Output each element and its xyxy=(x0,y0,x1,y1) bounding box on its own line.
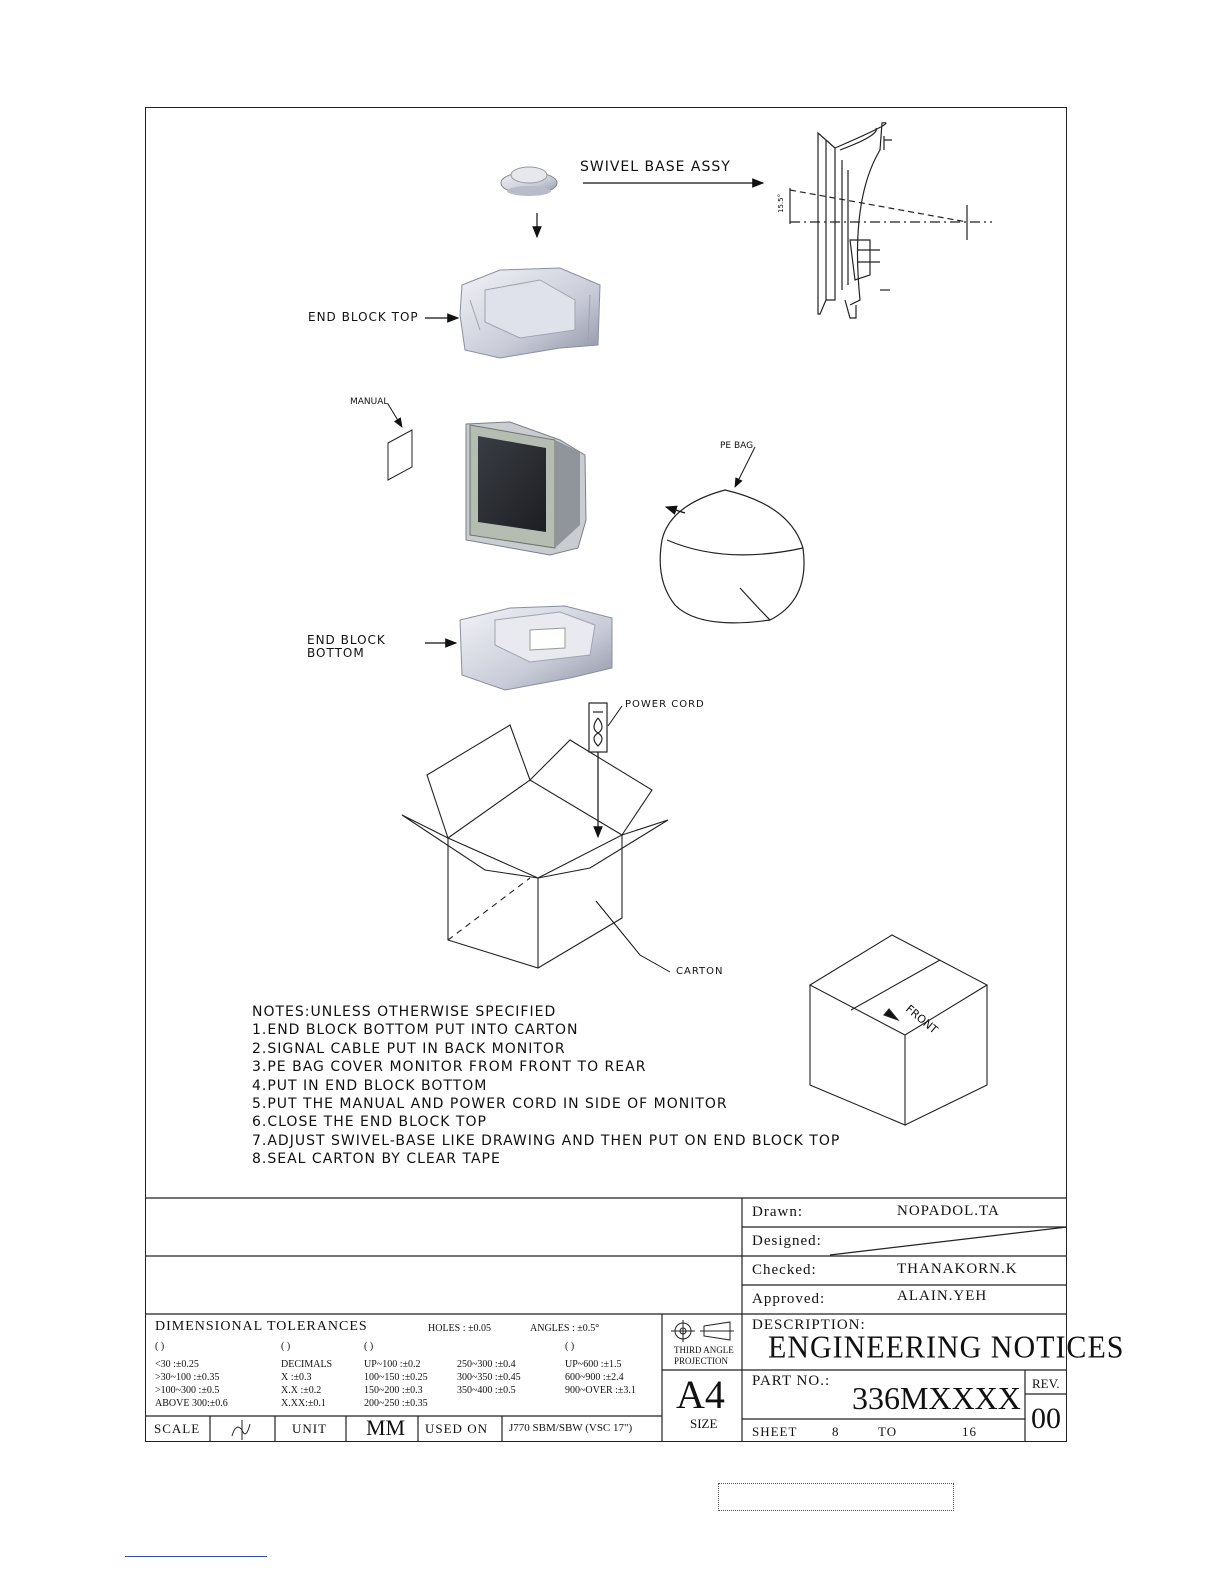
tol-col3-row: 100~150 :±0.25 xyxy=(364,1372,428,1383)
front-label: FRONT xyxy=(903,1002,941,1037)
swivel-base-image xyxy=(501,167,557,196)
used-on-label: USED ON xyxy=(425,1421,488,1436)
tol-col5-row: UP~600 :±1.5 xyxy=(565,1359,622,1370)
swivel-base-label: SWIVEL BASE ASSY xyxy=(580,159,731,175)
part-no-value: 336MXXXX xyxy=(852,1380,1021,1416)
pe-bag-shape xyxy=(660,490,804,623)
note-item: 3.PE BAG COVER MONITOR FROM FRONT TO REAR xyxy=(252,1059,647,1076)
end-block-bottom-label-1: END BLOCK xyxy=(307,633,386,647)
power-cord-label: POWER CORD xyxy=(625,699,705,710)
tol-col1-row: <30 :±0.25 xyxy=(155,1359,199,1370)
approved-label: Approved: xyxy=(752,1291,826,1307)
tol-col3-row: UP~100 :±0.2 xyxy=(364,1359,421,1370)
power-cord-pack xyxy=(589,703,607,752)
tol-col2-row: X.X :±0.2 xyxy=(281,1385,322,1396)
rev-label: REV. xyxy=(1032,1376,1060,1391)
paren-col1: ( ) xyxy=(155,1341,165,1352)
notes-block xyxy=(252,1003,840,1169)
sheet-label: SHEET xyxy=(752,1424,798,1439)
size-label: SIZE xyxy=(690,1416,718,1431)
drawn-label: Drawn: xyxy=(752,1204,803,1220)
tol-col1-row: >100~300 :±0.5 xyxy=(155,1385,220,1396)
tol-col3-row: 150~200 :±0.3 xyxy=(364,1385,423,1396)
scale-label: SCALE xyxy=(154,1421,201,1436)
manual-sheet xyxy=(388,430,412,480)
manual-label: MANUAL xyxy=(350,397,389,407)
paren-col3: ( ) xyxy=(364,1341,374,1352)
footer-rule xyxy=(125,1556,267,1557)
approved-value: ALAIN.YEH xyxy=(897,1288,988,1304)
to-value: 16 xyxy=(962,1424,977,1439)
note-item: 8.SEAL CARTON BY CLEAR TAPE xyxy=(252,1151,501,1168)
note-item: 6.CLOSE THE END BLOCK TOP xyxy=(252,1114,487,1131)
note-item: 2.SIGNAL CABLE PUT IN BACK MONITOR xyxy=(252,1040,566,1057)
pe-bag-label: PE BAG xyxy=(720,441,754,451)
dotted-placeholder-box xyxy=(718,1483,954,1511)
power-cord-leader xyxy=(608,706,622,726)
carton-open xyxy=(402,725,668,968)
notes-heading: NOTES:UNLESS OTHERWISE SPECIFIED xyxy=(252,1004,557,1020)
note-item: 7.ADJUST SWIVEL-BASE LIKE DRAWING AND THEN PUT ON END BLOCK TOP xyxy=(252,1132,841,1149)
end-block-bottom-image xyxy=(460,606,612,690)
part-no-label: PART NO.: xyxy=(752,1373,831,1389)
unit-value: MM xyxy=(366,1415,406,1440)
paren-col5: ( ) xyxy=(565,1341,575,1352)
tol-col2-row: DECIMALS xyxy=(281,1359,333,1370)
sheet-value: 8 xyxy=(832,1424,840,1439)
manual-leader xyxy=(388,404,402,427)
unit-label: UNIT xyxy=(292,1421,328,1436)
tol-col5-row: 600~900 :±2.4 xyxy=(565,1372,624,1383)
projection-symbol xyxy=(671,1320,734,1342)
carton-label: CARTON xyxy=(676,966,724,977)
projection-line-1: THIRD ANGLE xyxy=(674,1345,734,1355)
to-label: TO xyxy=(878,1424,898,1439)
note-item: 5.PUT THE MANUAL AND POWER CORD IN SIDE OF MONITOR xyxy=(252,1096,728,1113)
description-value: ENGINEERING NOTICES xyxy=(768,1330,1125,1365)
end-block-top-image xyxy=(460,268,600,358)
angle-dimension: 15.5° xyxy=(777,193,785,213)
angles-tolerance: ANGLES : ±0.5° xyxy=(530,1323,600,1334)
scale-symbol xyxy=(232,1420,250,1440)
projection-line-2: PROJECTION xyxy=(674,1356,729,1366)
tol-col1-row: >30~100 :±0.35 xyxy=(155,1372,220,1383)
note-item: 1.END BLOCK BOTTOM PUT INTO CARTON xyxy=(252,1022,579,1039)
note-item: 4.PUT IN END BLOCK BOTTOM xyxy=(252,1077,488,1094)
used-on-value: J770 SBM/SBW (VSC 17") xyxy=(509,1422,633,1434)
tol-col4-row: 350~400 :±0.5 xyxy=(457,1385,516,1396)
tol-col5-row: 900~OVER :±3.1 xyxy=(565,1385,636,1396)
carton-leader xyxy=(596,901,670,972)
holes-tolerance: HOLES : ±0.05 xyxy=(428,1323,491,1334)
monitor-image xyxy=(466,422,586,555)
end-block-bottom-label-2: BOTTOM xyxy=(307,646,365,660)
paren-col2: ( ) xyxy=(281,1341,291,1352)
pe-bag-leader xyxy=(735,447,755,487)
checked-label: Checked: xyxy=(752,1262,817,1278)
tol-col1-row: ABOVE 300:±0.6 xyxy=(155,1398,228,1409)
tol-col2-row: X :±0.3 xyxy=(281,1372,312,1383)
tolerances-title: DIMENSIONAL TOLERANCES xyxy=(155,1319,368,1334)
rev-value: 00 xyxy=(1031,1402,1061,1435)
end-block-top-label: END BLOCK TOP xyxy=(308,310,419,324)
designed-label: Designed: xyxy=(752,1233,822,1249)
tol-col4-row: 300~350 :±0.45 xyxy=(457,1372,521,1383)
checked-value: THANAKORN.K xyxy=(897,1261,1018,1277)
size-value: A4 xyxy=(676,1372,725,1417)
drawn-value: NOPADOL.TA xyxy=(897,1203,1000,1219)
monitor-side-view xyxy=(790,123,992,318)
description-label: DESCRIPTION: xyxy=(752,1317,866,1333)
tol-col4-row: 250~300 :±0.4 xyxy=(457,1359,516,1370)
tol-col3-row: 200~250 :±0.35 xyxy=(364,1398,428,1409)
tol-col2-row: X.XX:±0.1 xyxy=(281,1398,326,1409)
